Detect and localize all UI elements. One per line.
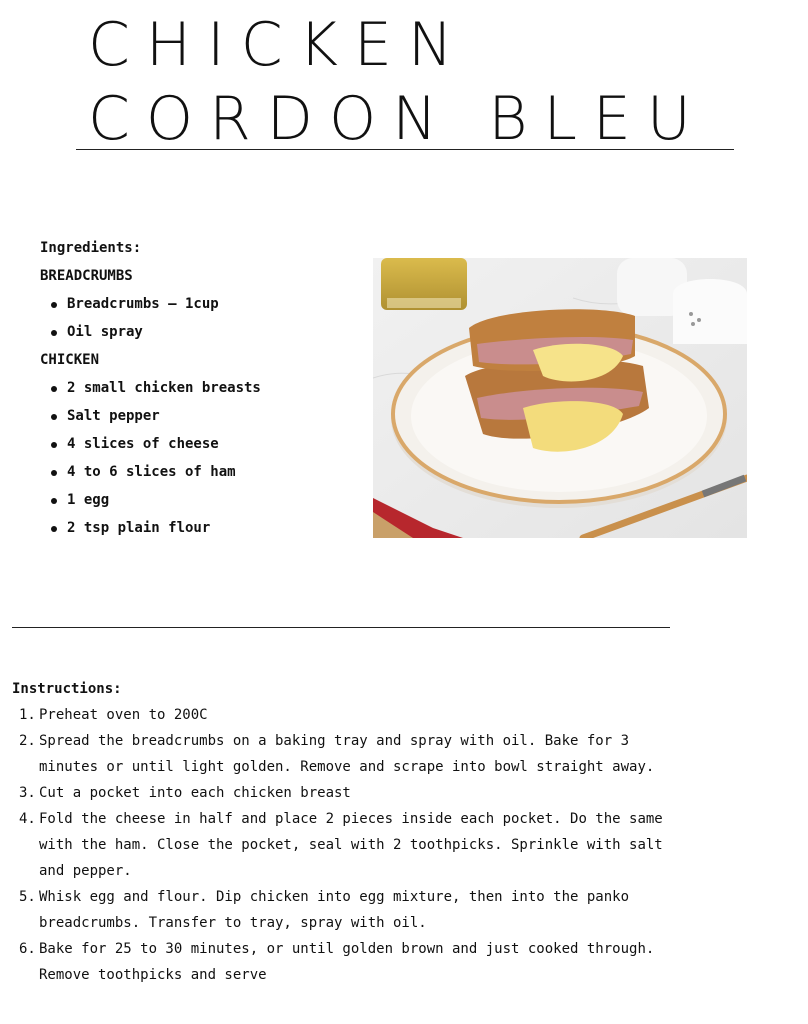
list-item: 4 to 6 slices of ham <box>40 458 360 486</box>
step-text: Cut a pocket into each chicken breast <box>39 785 351 801</box>
step-number: 2. <box>19 733 36 749</box>
ingredients-heading: Ingredients: <box>40 240 142 256</box>
step-text: Whisk egg and flour. Dip chicken into egg mixture, then into the panko breadcrumbs. Transfer to tray, spray with oil. <box>39 889 630 931</box>
section-divider <box>12 627 670 628</box>
instructions-list <box>12 702 672 988</box>
instructions-block <box>12 676 672 988</box>
breadcrumbs-list <box>40 290 360 346</box>
instruction-step <box>12 936 672 988</box>
list-item: Oil spray <box>40 318 360 346</box>
instruction-step <box>12 780 672 806</box>
step-number: 5. <box>19 889 36 905</box>
list-item: 2 small chicken breasts <box>40 374 360 402</box>
step-text: Spread the breadcrumbs on a baking tray and spray with oil. Bake for 3 minutes or until light golden. Remove and scrape into bowl straight away. <box>39 733 655 775</box>
step-number: 3. <box>19 785 36 801</box>
chicken-list <box>40 374 360 542</box>
title-line-2: CORDON BLEU <box>88 84 707 154</box>
list-item: 2 tsp plain flour <box>40 514 360 542</box>
step-number: 1. <box>19 707 36 723</box>
recipe-photo <box>373 258 747 538</box>
instruction-step <box>12 884 672 936</box>
step-number: 4. <box>19 811 36 827</box>
step-text: Fold the cheese in half and place 2 pieces inside each pocket. Do the same with the ham. Close the pocket, seal with 2 toothpicks. Sprinkle with salt and pepper. <box>39 811 663 879</box>
title-line-1: CHICKEN <box>88 10 469 80</box>
list-item: Breadcrumbs – 1cup <box>40 290 360 318</box>
recipe-photo-illustration <box>373 258 747 538</box>
instructions-heading: Instructions: <box>12 681 122 697</box>
step-text: Bake for 25 to 30 minutes, or until golden brown and just cooked through. Remove toothpicks and serve <box>39 941 655 983</box>
recipe-title <box>88 8 707 156</box>
step-number: 6. <box>19 941 36 957</box>
ingredients-block <box>40 234 360 542</box>
instruction-step <box>12 806 672 884</box>
title-divider <box>76 149 734 150</box>
step-text: Preheat oven to 200C <box>39 707 208 723</box>
list-item: 1 egg <box>40 486 360 514</box>
instruction-step <box>12 702 672 728</box>
list-item: Salt pepper <box>40 402 360 430</box>
list-item: 4 slices of cheese <box>40 430 360 458</box>
section-breadcrumbs: BREADCRUMBS <box>40 268 133 284</box>
section-chicken: CHICKEN <box>40 352 100 368</box>
instruction-step <box>12 728 672 780</box>
